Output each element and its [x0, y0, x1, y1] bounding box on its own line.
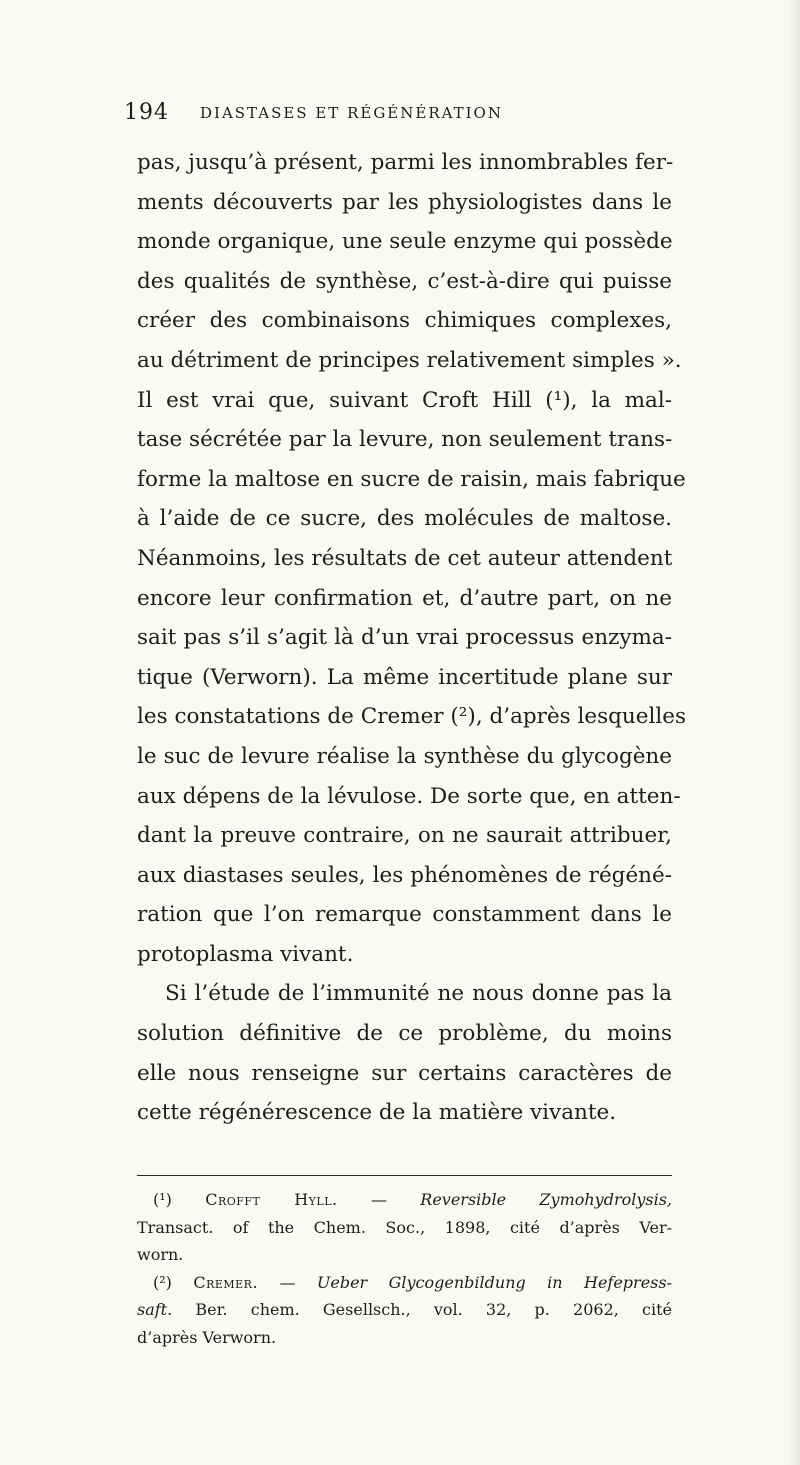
text-line: cette régénérescence de la matière vivante.: [137, 1100, 617, 1126]
page-edge-shadow: [788, 0, 800, 1465]
footnote-title: saft.: [137, 1300, 173, 1319]
footnote-marker: (¹): [153, 1190, 172, 1209]
text-line: à l’aide de ce sucre, des molécules de maltose.: [137, 506, 672, 532]
footnote-reference: Ber. chem. Gesellsch., vol. 32, p. 2062, cité: [195, 1300, 672, 1319]
text-line: tique (Verworn). La même incertitude plane sur: [137, 664, 672, 690]
text-line: le suc de levure réalise la synthèse du glycogène: [137, 743, 672, 769]
text-line: ments découverts par les physiologistes dans le: [137, 189, 672, 215]
text-line: monde organique, une seule enzyme qui possède: [137, 229, 673, 255]
text-line: Il est vrai que, suivant Croft Hill (¹), la mal-: [137, 387, 672, 413]
running-title: DIASTASES ET RÉGÉNÉRATION: [200, 104, 503, 122]
body-text: [137, 143, 687, 1133]
text-line: dant la preuve contraire, on ne saurait attribuer,: [137, 823, 672, 849]
running-head: [0, 100, 800, 130]
footnote-author: Crofft Hyll.: [205, 1190, 338, 1209]
text-line: tase sécrétée par la levure, non seulement trans-: [137, 427, 673, 453]
footnote-author: Cremer.: [193, 1272, 259, 1292]
page-number: 194: [124, 100, 169, 125]
text-line: solution définitive de ce problème, du moins: [137, 1021, 672, 1047]
footnote-1-line: [137, 1186, 672, 1214]
footnote-2-line: [137, 1296, 672, 1324]
footnote-divider: [137, 1175, 672, 1176]
footnote-title: Ueber Glycogenbildung in Hefepress-: [316, 1272, 672, 1292]
text-line: protoplasma vivant.: [137, 941, 354, 967]
text-line: ration que l’on remarque constamment dans le: [137, 902, 672, 928]
text-line: des qualités de synthèse, c’est-à-dire qui puisse: [137, 268, 672, 294]
footnote-dash: —: [370, 1190, 387, 1209]
footnote-marker: (²): [153, 1272, 172, 1292]
text-line: pas, jusqu’à présent, parmi les innombrables fer-: [137, 150, 674, 175]
text-line: aux dépens de la lévulose. De sorte que, en atten-: [137, 783, 681, 809]
footnote-2-line: [137, 1269, 672, 1297]
text-line: les constatations de Cremer (²), d’après lesquelles: [137, 704, 687, 730]
text-line: encore leur confirmation et, d’autre part, on ne: [137, 585, 672, 611]
text-line: elle nous renseigne sur certains caractères de: [137, 1060, 672, 1086]
footnote-1-line: Transact. of the Chem. Soc., 1898, cité d’après Ver-: [137, 1217, 672, 1237]
text-line: Néanmoins, les résultats de cet auteur attendent: [137, 545, 673, 571]
footnotes: [137, 1186, 672, 1351]
footnote-1-line: worn.: [137, 1245, 184, 1264]
footnote-dash: —: [279, 1272, 296, 1292]
text-line: sait pas s’il s’agit là d’un vrai processus enzyma-: [137, 625, 672, 651]
text-line: au détriment de principes relativement simples ».: [137, 347, 682, 373]
text-line: Si l’étude de l’immunité ne nous donne pas la: [165, 981, 672, 1007]
footnote-title: Reversible Zymohydrolysis,: [420, 1190, 673, 1209]
footnote-2-line: d’après Verworn.: [137, 1327, 277, 1347]
text-line: forme la maltose en sucre de raisin, mais fabrique: [137, 466, 686, 492]
text-line: aux diastases seules, les phénomènes de régéné-: [137, 862, 672, 888]
text-line: créer des combinaisons chimiques complexes,: [137, 308, 672, 334]
